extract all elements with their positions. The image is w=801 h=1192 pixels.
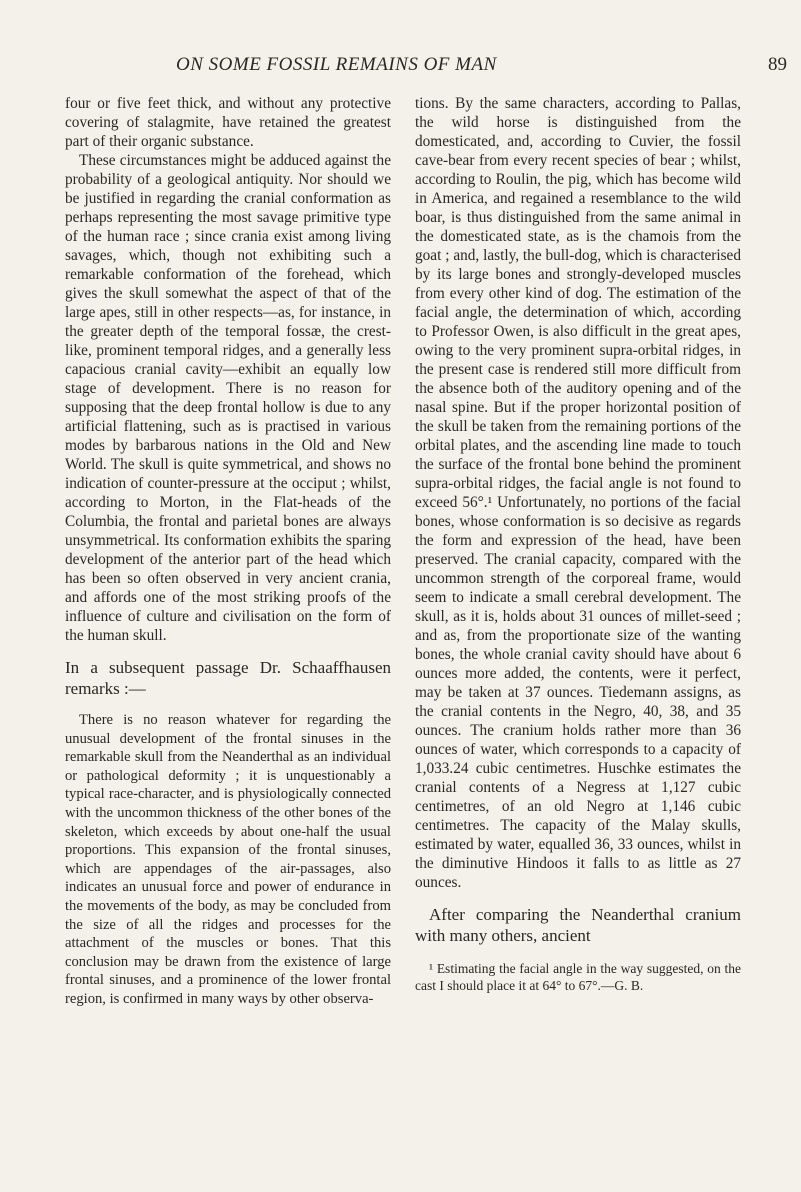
- paragraph: tions. By the same characters, according to Pallas, the wild horse is distinguished from the domesticated, and, according to Cuvier, the fossil cave-bear from every recent species of bear ; whilst, according to Roulin, the pig, which has become wild in America, and regained a resemblance to the wild boar, is thus distinguished from the same animal in the domesticated state, as is the chamois from the goat ; and, lastly, the bull-dog, which is characterised by its large bones and strongly-developed muscles from every other kind of dog. The estimation of the facial angle, the determination of which, according to Professor Owen, is also difficult in the great apes, owing to the very prominent supra-orbital ridges, in the present case is rendered still more difficult from the absence both of the auditory opening and of the nasal spine. But if the proper horizontal position of the skull be taken from the remaining portions of the orbital plates, and the ascending line made to touch the surface of the frontal bone behind the prominent supra-orbital ridges, the facial angle is not found to exceed 56°.¹ Unfortunately, no portions of the facial bones, whose conformation is so decisive as regards the form and expression of the head, have been preserved. The cranial capacity, compared with the uncommon strength of the corporeal frame, would seem to indicate a small cerebral development. The skull, as it is, holds about 31 ounces of millet-seed ; and as, from the proportionate size of the wanting bones, the whole cranial cavity should have about 6 ounces more added, the contents, were it perfect, may be taken at 37 ounces. Tiedemann assigns, as the cranial contents in the Negro, 40, 38, and 35 ounces. The cranium holds rather more than 36 ounces of water, which corresponds to a capacity of 1,033.24 cubic centimetres. Huschke estimates the cranial contents of a Negress at 1,127 cubic centimetres, of an old Negro at 1,146 cubic centimetres. The capacity of the Malay skulls, estimated by water, equalled 36, 33 ounces, whilst in the diminutive Hindoos it falls to as little as 27 ounces.: [415, 95, 741, 891]
- paragraph: In a subsequent passage Dr. Schaaffhausen remarks :—: [65, 658, 391, 698]
- page-number: 89: [768, 54, 787, 75]
- footnote: ¹ Estimating the facial angle in the way suggested, on the cast I should place it at 64° to 67°.—G. B.: [415, 961, 741, 993]
- running-title: ON SOME FOSSIL REMAINS OF MAN: [176, 54, 497, 75]
- left-column: [65, 94, 391, 1009]
- block-quote: There is no reason whatever for regarding the unusual development of the frontal sinuses in the remarkable skull from the Neanderthal as an individual or pathological deformity ; it is unquestionably a typical race-character, and is physiologically connected with the uncommon thickness of the other bones of the skeleton, which exceeds by about one-half the usual proportions. This expansion of the frontal sinuses, which are appendages of the air-passages, also indicates an unusual force and power of endurance in the movements of the body, as may be concluded from the size of all the ridges and processes for the attachment of the muscles or bones. That this conclusion may be drawn from the existence of large frontal sinuses, and a prominence of the lower frontal region, is confirmed in many ways by other observa-: [65, 712, 391, 1007]
- right-column: [415, 94, 741, 994]
- paragraph: These circumstances might be adduced against the probability of a geological antiquity. Nor should we be justified in regarding the cranial conformation as perhaps representing the most savage primitive type of the human race ; since crania exist among living savages, which, though not exhibiting such a remarkable conformation of the forehead, which gives the skull somewhat the aspect of that of the large apes, still in other respects—as, for instance, in the greater depth of the temporal fossæ, the crest-like, prominent temporal ridges, and a generally less capacious cranial cavity—exhibit an equally low stage of development. There is no reason for supposing that the deep frontal hollow is due to any artificial flattening, such as is practised in various modes by barbarous nations in the Old and New World. The skull is quite symmetrical, and shows no indication of counter-pressure at the occiput ; whilst, according to Morton, in the Flat-heads of the Columbia, the frontal and parietal bones are always unsymmetrical. Its conformation exhibits the sparing development of the anterior part of the head which has been so often observed in very ancient crania, and affords one of the most striking proofs of the influence of culture and civilisation on the form of the human skull.: [65, 152, 391, 644]
- page-header: [0, 54, 801, 84]
- paragraph: After comparing the Neanderthal cranium with many others, ancient: [415, 905, 741, 945]
- paragraph: four or five feet thick, and without any protective covering of stalagmite, have retained the greatest part of their organic substance.: [65, 95, 391, 150]
